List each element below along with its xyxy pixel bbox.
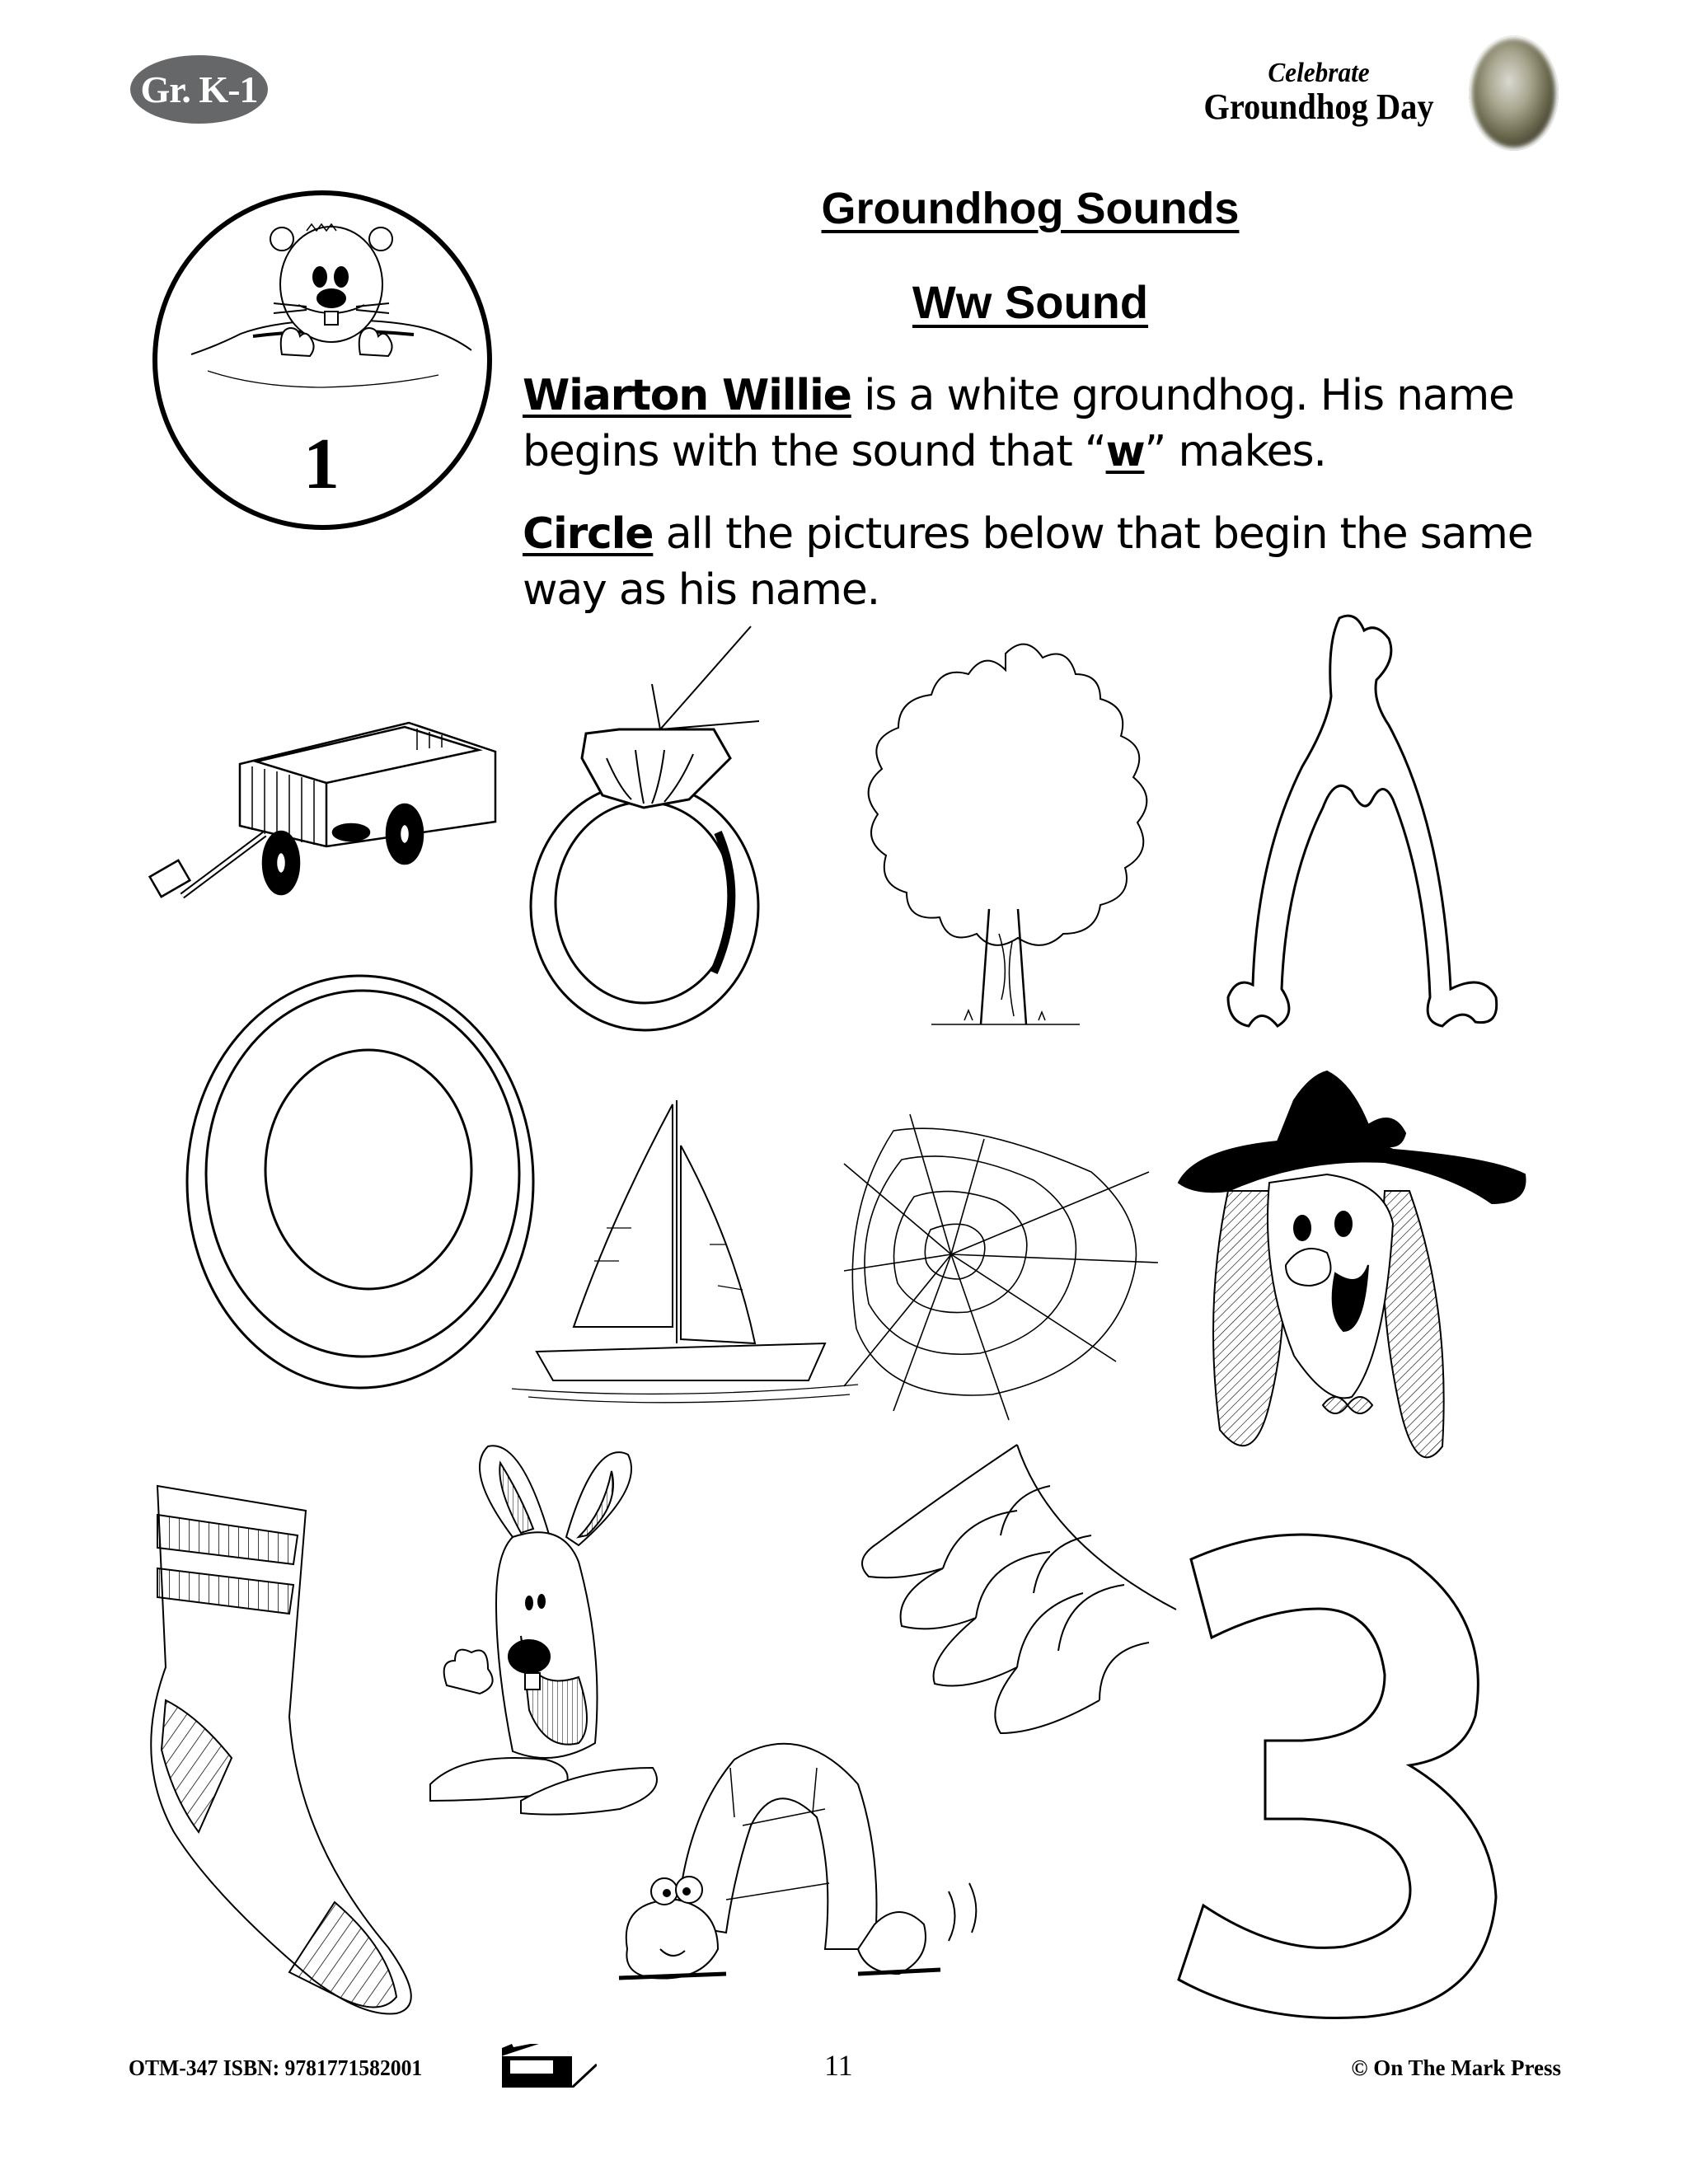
target-letter: w — [1105, 427, 1145, 476]
sock-icon — [149, 1486, 438, 2016]
tree-icon — [816, 637, 1197, 1051]
instruction-text: is a white groundhog. His name begins with the sound that “ — [523, 371, 1514, 476]
sailboat-icon — [504, 1096, 871, 1409]
letter-o-icon — [183, 972, 542, 1393]
instruction-text-end: ” makes. — [1144, 427, 1326, 476]
picture-sailboat[interactable] — [504, 1096, 871, 1409]
instruction-paragraph-2 — [523, 506, 1561, 618]
photocopier-icon — [502, 2044, 597, 2088]
grade-badge: Gr. K-1 — [130, 55, 268, 124]
picture-tree[interactable] — [816, 637, 1197, 1051]
picture-worm[interactable] — [611, 1735, 1052, 1985]
picture-ring[interactable] — [528, 651, 761, 1031]
groundhog-illustration-icon — [191, 223, 471, 412]
series-title-celebrate: Celebrate — [1268, 58, 1370, 88]
picture-letter-o[interactable] — [183, 972, 542, 1393]
picture-number-three[interactable] — [1179, 1535, 1506, 2020]
page-title: Groundhog Sounds — [821, 184, 1240, 233]
picture-wagon[interactable] — [149, 710, 496, 875]
wagon-icon — [149, 710, 496, 875]
picture-wing[interactable] — [852, 1445, 1176, 1737]
series-title — [1170, 59, 1467, 125]
page-subtitle: Ww Sound — [912, 276, 1149, 328]
picture-web[interactable] — [844, 1114, 1158, 1420]
witch-icon — [1179, 1059, 1535, 1479]
groundhog-photo — [1469, 35, 1559, 151]
picture-sock[interactable] — [149, 1486, 438, 2016]
spider-web-icon — [844, 1114, 1158, 1420]
picture-witch[interactable] — [1179, 1059, 1535, 1479]
footer-publisher: © On The Mark Press — [1351, 2055, 1561, 2080]
worm-icon — [611, 1735, 1052, 1985]
circle-keyword: Circle — [523, 509, 654, 559]
series-title-groundhog-day: Groundhog Day — [1203, 87, 1434, 127]
lesson-number: 1 — [303, 424, 340, 504]
ring-icon — [528, 651, 761, 1031]
wing-icon — [852, 1445, 1176, 1737]
character-name: Wiarton Willie — [523, 371, 851, 420]
picture-wishbone[interactable] — [1179, 610, 1524, 1031]
number-three-icon — [1179, 1535, 1506, 2020]
page-number: 11 — [824, 2049, 853, 2082]
wishbone-icon — [1179, 610, 1524, 1031]
instruction-paragraph-1 — [523, 368, 1561, 480]
footer-code-isbn: OTM-347 ISBN: 9781771582001 — [129, 2055, 423, 2080]
instruction-text-2: all the pictures below that begin the same way as his name. — [523, 509, 1533, 615]
